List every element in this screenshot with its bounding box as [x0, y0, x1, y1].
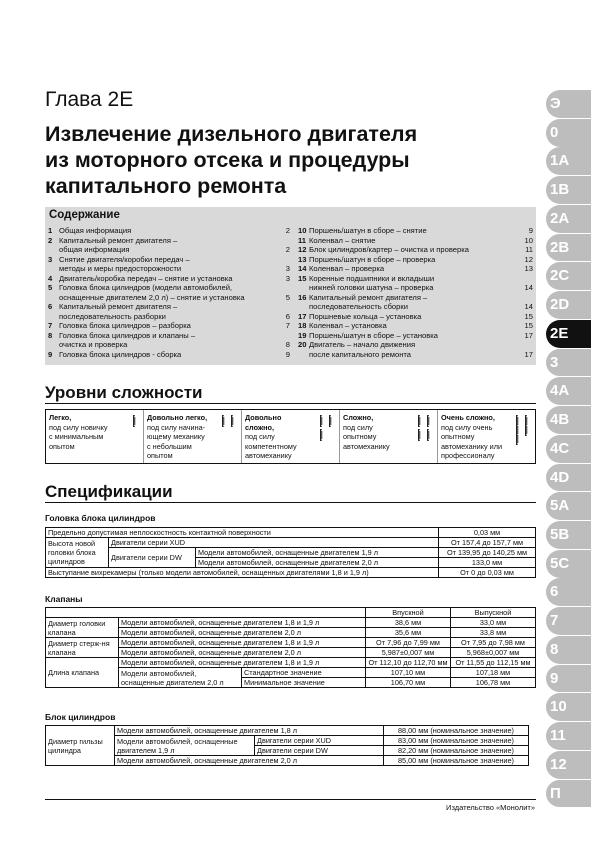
cell: Предельно допустимая неплоскостность контактной поверхности: [46, 528, 439, 538]
tab-chapter[interactable]: 4C: [546, 435, 591, 463]
toc-item: [298, 350, 533, 360]
wrench-icon-group: [512, 414, 532, 463]
toc-page-number: 3: [285, 273, 290, 283]
toc-page-number: 17: [524, 330, 533, 340]
table-row: [46, 628, 536, 638]
toc-number: 15: [298, 273, 307, 283]
cell: 33,8 мм: [451, 628, 536, 638]
toc-item: [48, 274, 290, 284]
wrench-icon: [427, 415, 430, 427]
table-row: [46, 538, 536, 548]
table-row: [46, 648, 536, 658]
toc-number: 10: [298, 226, 307, 235]
difficulty-description: опытному: [343, 432, 377, 441]
tab-chapter[interactable]: 1A: [546, 147, 591, 175]
toc-number: [48, 264, 59, 274]
toc-number: [48, 312, 59, 322]
difficulty-description: под силу новичку: [49, 422, 108, 432]
cylinder-head-table: [45, 527, 536, 578]
wrench-icon: [129, 414, 140, 432]
difficulty-description: с небольшим: [147, 441, 192, 451]
toc-item: [48, 302, 290, 312]
wrench-icon: [525, 424, 528, 436]
toc-number: 16: [298, 292, 307, 302]
difficulty-description: под силу очень: [441, 422, 493, 432]
toc-item: [298, 236, 533, 246]
tab-chapter[interactable]: 8: [546, 636, 591, 664]
toc-page-number: 6: [285, 311, 290, 321]
table-row: [46, 668, 536, 678]
toc-number: [48, 340, 59, 350]
footer-rule: [45, 799, 536, 800]
cell: Модели автомобилей, оснащенные двигателем 2,0 л: [119, 628, 366, 638]
cell: 88,00 мм (номинальное значение): [384, 726, 529, 736]
toc-item: [48, 331, 290, 341]
toc-number: 3: [48, 254, 53, 264]
toc-page-number: 3: [285, 264, 290, 273]
wrench-icon-group: [129, 414, 140, 435]
toc-number: 8: [48, 330, 53, 340]
toc-text: Капитальный ремонт двигателя –: [309, 292, 428, 302]
toc-number: [298, 283, 309, 293]
cell: 106,78 мм: [451, 678, 536, 688]
toc-text: Коленвал – проверка: [309, 264, 385, 273]
cell: Длина клапана: [46, 658, 119, 688]
tab-chapter[interactable]: 2D: [546, 291, 591, 319]
toc-text: Поршень/шатун в сборе – снятие: [309, 226, 427, 235]
cylinder-head-title: Головка блока цилиндров: [45, 513, 156, 523]
cell: Диаметр гильзы цилиндра: [46, 726, 115, 766]
difficulty-description: профессионалу: [441, 451, 495, 460]
tab-chapter[interactable]: 4B: [546, 406, 591, 434]
toc-item: [48, 312, 290, 322]
toc-number: 4: [48, 273, 53, 283]
difficulty-description: опытом: [147, 451, 173, 460]
toc-text: Головка блока цилиндров и клапаны –: [59, 330, 196, 340]
toc-page-number: 12: [524, 254, 533, 264]
table-row: [46, 608, 536, 618]
tab-chapter[interactable]: П: [546, 780, 591, 808]
toc-page-number: 15: [524, 311, 533, 321]
cell: От 7,95 до 7,98 мм: [451, 638, 536, 648]
toc-page-number: 14: [524, 283, 533, 292]
cell: Стандартное значение: [242, 668, 366, 678]
difficulty-description: автомеханику: [245, 451, 292, 460]
table-row: [46, 638, 536, 648]
toc-item: [298, 245, 533, 255]
cell: Модели автомобилей, оснащенные двигателем 2,0 л: [119, 648, 366, 658]
toc-item: [298, 274, 533, 284]
page-title: [45, 121, 535, 199]
difficulty-description: с минимальным: [49, 432, 104, 441]
difficulty-level: [340, 410, 438, 463]
tab-chapter[interactable]: 1B: [546, 176, 591, 204]
toc-page-number: 2: [285, 245, 290, 254]
toc-number: 9: [48, 349, 53, 359]
toc-item: [298, 302, 533, 312]
cell: Модели автомобилей, оснащенные двигателем 1,8 и 1,9 л: [119, 618, 366, 628]
difficulty-heading: сложно,: [245, 422, 275, 432]
tab-chapter[interactable]: 3: [546, 349, 591, 377]
toc-text: общая информация: [59, 245, 130, 254]
cell: 107,10 мм: [366, 668, 451, 678]
toc-text: Поршень/шатун в сборе – проверка: [309, 254, 436, 264]
wrench-icon: [516, 433, 519, 445]
cell: Двигатели серии DW: [255, 746, 384, 756]
cylinder-block-table: [45, 725, 529, 766]
cell: Диаметр головки клапана: [46, 618, 119, 638]
toc-page-number: 5: [285, 292, 290, 302]
cell: Модели автомобилей, оснащенные двигателем 1,9 л: [196, 548, 439, 558]
difficulty-description: ющему механику: [147, 432, 205, 441]
difficulty-description: под силу начина-: [147, 422, 206, 432]
toc-text: после капитального ремонта: [309, 349, 412, 359]
toc-text: Двигатель – начало движения: [309, 340, 416, 349]
cell: От 139,95 до 140,25 мм: [439, 548, 536, 558]
toc-page-number: [519, 340, 533, 350]
toc-item: [298, 264, 533, 274]
title-line: капитального ремонта: [45, 174, 287, 198]
tab-chapter[interactable]: 4D: [546, 464, 591, 492]
cell: Модели автомобилей, оснащенные двигателем 2,0 л: [119, 668, 242, 688]
table-row: [46, 756, 529, 766]
toc-item: [48, 283, 290, 293]
chapter-tabs: [546, 90, 591, 808]
tab-chapter[interactable]: Э: [546, 90, 591, 118]
cell: Диаметр стерж-ня клапана: [46, 638, 119, 658]
wrench-icon: [320, 415, 323, 427]
cell: От 157,4 до 157,7 мм: [439, 538, 536, 548]
cell: 82,20 мм (номинальное значение): [384, 746, 529, 756]
toc-item: [298, 293, 533, 303]
tab-chapter[interactable]: 0: [546, 119, 591, 147]
toc-item: [298, 255, 533, 265]
toc-text: очистка и проверка: [59, 340, 128, 349]
contents-title: Содержание: [49, 209, 120, 221]
toc-page-number: 9: [285, 349, 290, 359]
difficulty-level: [242, 410, 340, 463]
toc-item: [298, 331, 533, 341]
table-row: [46, 618, 536, 628]
toc-text: Снятие двигателя/коробки передач –: [59, 254, 190, 264]
toc-left-column: [48, 226, 290, 359]
specs-rule: [45, 502, 536, 503]
wrench-icon-group: [218, 414, 238, 435]
toc-page-number: 7: [285, 321, 290, 330]
toc-page-number: 14: [524, 302, 533, 311]
wrench-icon: [218, 414, 238, 432]
tab-chapter[interactable]: 6: [546, 578, 591, 606]
cell: 133,0 мм: [439, 558, 536, 568]
toc-number: 1: [48, 226, 53, 235]
difficulty-heading: Очень сложно,: [441, 413, 495, 422]
cell: 5,968±0,007 мм: [451, 648, 536, 658]
toc-text: Коленвал – установка: [309, 321, 387, 330]
cell: Двигатели серии XUD: [109, 538, 439, 548]
cell: От 11,55 до 112,15 мм: [451, 658, 536, 668]
toc-item: [48, 255, 290, 265]
toc-page-number: 11: [525, 245, 533, 254]
wrench-icon-group: [414, 414, 434, 451]
toc-item: [48, 245, 290, 255]
tab-chapter[interactable]: 4A: [546, 377, 591, 405]
toc-page-number: [519, 293, 533, 303]
toc-item: [298, 226, 533, 236]
toc-item: [48, 264, 290, 274]
tab-chapter[interactable]: 5B: [546, 521, 591, 549]
table-row: [46, 736, 529, 746]
toc-item: [48, 226, 290, 236]
wrench-icon: [133, 415, 136, 427]
toc-number: 14: [298, 264, 307, 273]
tab-chapter[interactable]: 5A: [546, 492, 591, 520]
difficulty-description: опытному: [441, 432, 475, 441]
difficulty-level: [438, 410, 535, 463]
toc-item: [298, 283, 533, 293]
valves-title: Клапаны: [45, 594, 83, 604]
toc-number: 20: [298, 340, 307, 349]
toc-text: Головка блока цилиндров - сборка: [59, 349, 182, 359]
wrench-icon: [427, 429, 430, 441]
difficulty-description: под силу: [343, 422, 373, 432]
cell: Модели автомобилей, оснащенные двигателем 2,0 л: [115, 756, 384, 766]
toc-page-number: [519, 274, 533, 284]
difficulty-level: [144, 410, 242, 463]
toc-number: [48, 293, 59, 303]
toc-page-number: 13: [524, 264, 533, 273]
cell: Впускной: [366, 608, 451, 618]
cell: 5,987±0,007 мм: [366, 648, 451, 658]
cell: 83,00 мм (номинальное значение): [384, 736, 529, 746]
toc-right-column: [298, 226, 533, 359]
wrench-icon: [316, 414, 336, 448]
contents-box: [45, 207, 536, 365]
wrench-icon: [512, 414, 532, 460]
wrench-icon-group: [316, 414, 336, 451]
toc-text: Капитальный ремонт двигателя –: [59, 302, 178, 311]
toc-page-number: 17: [524, 349, 533, 359]
toc-text: Головка блока цилиндров (модели автомобилей,: [59, 283, 233, 292]
tab-chapter[interactable]: 12: [546, 751, 591, 779]
toc-page-number: 8: [285, 340, 290, 349]
toc-text: методы и меры предосторожности: [59, 264, 182, 273]
difficulty-rule: [45, 403, 536, 404]
toc-item: [298, 312, 533, 322]
toc-item: [48, 340, 290, 350]
difficulty-heading: Довольно: [245, 413, 282, 422]
tab-chapter[interactable]: 11: [546, 722, 591, 750]
block-title: Блок цилиндров: [45, 712, 116, 722]
toc-text: Коленвал – снятие: [309, 235, 376, 245]
tab-chapter[interactable]: 7: [546, 607, 591, 635]
tab-chapter[interactable]: 10: [546, 693, 591, 721]
difficulty-description: автомеханику или: [441, 441, 503, 451]
cell: Модели автомобилей, оснащенные двигателем 1,8 и 1,9 л: [119, 638, 366, 648]
toc-number: [298, 302, 309, 312]
cell: Модели автомобилей, оснащенные двигателем 1,8 и 1,9 л: [119, 658, 366, 668]
toc-page-number: [276, 283, 290, 293]
difficulty-description: опытом: [49, 441, 75, 451]
toc-text: Блок цилиндров/картер – очистка и проверка: [309, 245, 469, 254]
difficulty-title: Уровни сложности: [45, 383, 203, 402]
table-row: [46, 528, 536, 538]
toc-number: 17: [298, 311, 307, 321]
toc-text: Коренные подшипники и вкладыши: [309, 273, 435, 283]
toc-number: [48, 245, 59, 255]
cell: 106,70 мм: [366, 678, 451, 688]
toc-page-number: [276, 236, 290, 246]
wrench-icon: [418, 429, 421, 441]
toc-item: [48, 321, 290, 331]
toc-item: [298, 321, 533, 331]
cell: 35,6 мм: [366, 628, 451, 638]
toc-number: 19: [298, 330, 307, 340]
toc-page-number: 2: [285, 226, 290, 235]
tab-chapter[interactable]: 2E: [546, 320, 591, 348]
cell: Выступание вихрекамеры (только модели автомобилей, оснащенных двигателями 1,8 и 1,9 л): [46, 568, 439, 578]
difficulty-description: компетентному: [245, 441, 297, 451]
toc-number: 2: [48, 235, 53, 245]
toc-number: 13: [298, 254, 307, 264]
toc-page-number: [276, 255, 290, 265]
title-line: Извлечение дизельного двигателя: [45, 122, 418, 146]
toc-number: 5: [48, 283, 53, 292]
toc-number: 12: [298, 245, 307, 254]
cell: Выпускной: [451, 608, 536, 618]
difficulty-description: под силу: [245, 432, 275, 441]
title-line: из моторного отсека и процедуры: [45, 148, 410, 172]
toc-page-number: 15: [524, 321, 533, 330]
toc-item: [48, 293, 290, 303]
cell: [46, 608, 366, 618]
toc-text: Общая информация: [59, 226, 132, 235]
specs-title: Спецификации: [45, 482, 173, 501]
difficulty-level: [46, 410, 144, 463]
toc-number: 18: [298, 321, 307, 330]
cell: Минимальное значение: [242, 678, 366, 688]
cell: 107,18 мм: [451, 668, 536, 678]
table-row: [46, 658, 536, 668]
cell: От 7,96 до 7,99 мм: [366, 638, 451, 648]
cell: Модели автомобилей, оснащенные двигателем 1,8 л: [115, 726, 384, 736]
difficulty-heading: Довольно легко,: [147, 413, 208, 422]
chapter-label: Глава 2E: [45, 88, 134, 111]
toc-page-number: 10: [524, 235, 533, 245]
cell: Модели автомобилей, оснащенные двигателем 2,0 л: [196, 558, 439, 568]
table-row: [46, 548, 536, 558]
cell: От 0 до 0,03 мм: [439, 568, 536, 578]
wrench-icon: [231, 415, 234, 427]
tab-chapter[interactable]: 9: [546, 665, 591, 693]
wrench-icon: [222, 415, 225, 427]
toc-item: [298, 340, 533, 350]
table-row: [46, 726, 529, 736]
difficulty-description: автомеханику: [343, 441, 390, 451]
toc-text: последовательность разборки: [59, 311, 166, 321]
toc-number: 7: [48, 321, 53, 330]
valves-table: [45, 607, 536, 688]
toc-page-number: [276, 302, 290, 312]
difficulty-heading: Сложно,: [343, 413, 374, 422]
table-row: [46, 568, 536, 578]
toc-text: оснащенные двигателем 2,0 л) – снятие и установка: [59, 292, 245, 302]
cell: Двигатели серии DW: [109, 548, 196, 568]
cell: 33,0 мм: [451, 618, 536, 628]
difficulty-levels: [45, 409, 536, 464]
toc-text: Поршневые кольца – установка: [309, 311, 422, 321]
toc-text: Капитальный ремонт двигателя –: [59, 235, 178, 245]
cell: Двигатели серии XUD: [255, 736, 384, 746]
cell: Модели автомобилей, оснащенные двигателем 1,9 л: [115, 736, 255, 756]
wrench-icon: [320, 429, 323, 441]
wrench-icon: [329, 415, 332, 427]
tab-chapter[interactable]: 2C: [546, 262, 591, 290]
toc-item: [48, 350, 290, 360]
publisher-label: Издательство «Монолит»: [446, 803, 535, 812]
wrench-icon: [414, 414, 434, 448]
toc-text: Двигатель/коробка передач – снятие и установка: [59, 273, 233, 283]
toc-number: 11: [298, 235, 307, 245]
toc-text: нижней головки шатуна – проверка: [309, 283, 434, 292]
toc-text: Головка блока цилиндров – разборка: [59, 321, 191, 330]
cell: 38,6 мм: [366, 618, 451, 628]
toc-text: Поршень/шатун в сборе – установка: [309, 330, 438, 340]
cell: 85,00 мм (номинальное значение): [384, 756, 529, 766]
cell: 0,03 мм: [439, 528, 536, 538]
cell: Высота новой головки блока цилиндров: [46, 538, 109, 568]
cell: От 112,10 до 112,70 мм: [366, 658, 451, 668]
difficulty-heading: Легко,: [49, 413, 72, 422]
toc-page-number: 9: [528, 226, 533, 235]
tab-chapter[interactable]: 2A: [546, 205, 591, 233]
toc-text: последовательность сборки: [309, 302, 408, 311]
toc-number: [298, 350, 309, 360]
tab-chapter[interactable]: 5C: [546, 550, 591, 578]
tab-chapter[interactable]: 2B: [546, 234, 591, 262]
wrench-icon: [418, 415, 421, 427]
toc-page-number: [276, 331, 290, 341]
toc-number: 6: [48, 302, 53, 311]
toc-item: [48, 236, 290, 246]
